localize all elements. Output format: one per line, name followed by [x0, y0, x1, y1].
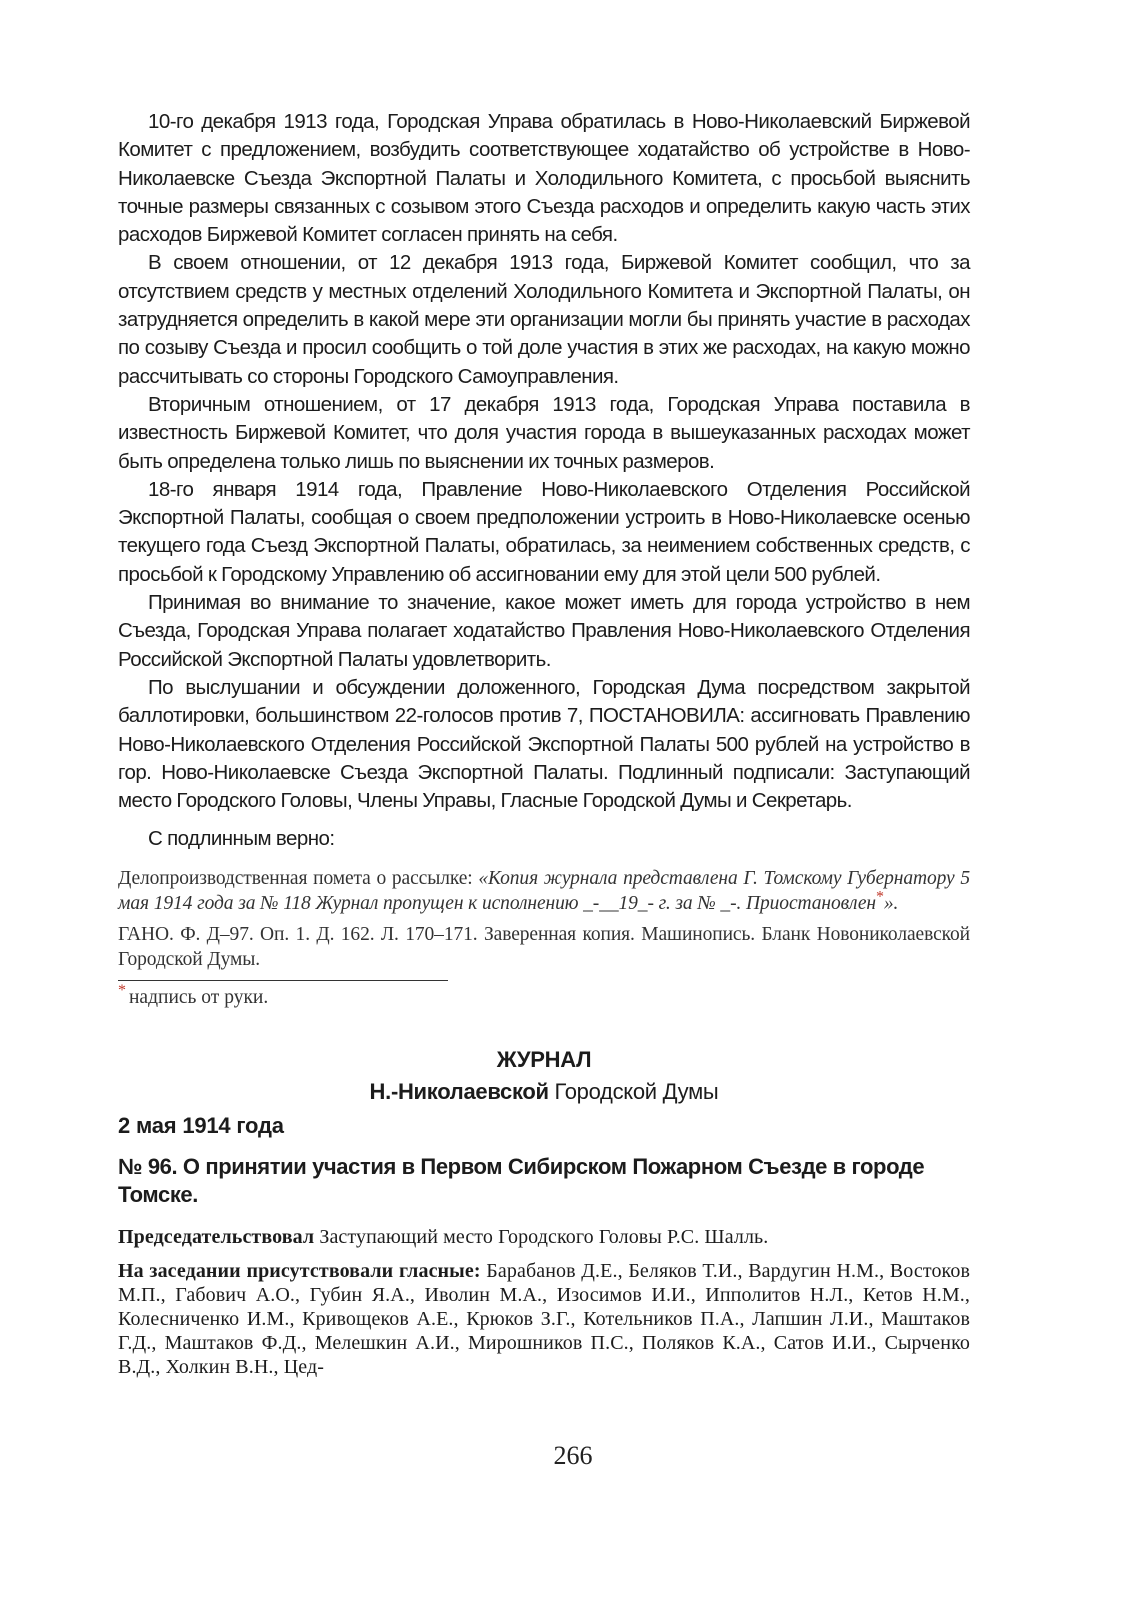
footnote: [118, 982, 970, 1009]
paragraph-4: 18-го января 1914 года, Правление Ново-Николаевского Отделения Российской Экспортной Палаты, сообщая о своем предположении устроить в Ново-Николаевске осенью текущего года Съезд Экспортной Палаты, обратилась, за неимением собственных средств, с просьбой к Городскому Управлению об ассигновании ему для этой цели 500 рублей.: [118, 477, 970, 586]
paragraph-5: Принимая во внимание то значение, какое может иметь для города устройство в нем Съезда, Городская Управа полагает ходатайство Правления Ново-Николаевского Отделения Российской Экспортной Палаты удовлетворить.: [118, 591, 970, 671]
attendees-list: Барабанов Д.Е., Беляков Т.И., Вардугин Н.М., Востоков М.П., Габович А.О., Губин Я.А., Иволин М.А., Изосимов И.И., Ипполитов Н.Л., Кетов Н.М., Колесниченко И.М., Кривощеков А.Е., Крюков З.Г., Котельников П.А., Лапшин Л.И., Маштаков Г.Д., Маштаков Ф.Д., Мелешкин А.И., Мирошников П.С., Поляков К.А., Сатов И.И., Сырченко В.Д., Холкин В.Н., Цед-: [118, 1259, 970, 1378]
footnote-divider: [118, 980, 448, 981]
item-title: № 96. О принятии участия в Первом Сибирском Пожарном Съезде в городе Томске.: [118, 1153, 925, 1207]
distribution-note-prefix: Делопроизводственная помета о рассылке:: [118, 867, 479, 889]
distribution-note: [118, 866, 970, 916]
page-number: 266: [553, 1441, 593, 1470]
certified-line: С подлинным верно:: [148, 827, 335, 851]
footnote-text: надпись от руки.: [129, 986, 269, 1008]
paragraph-6: По выслушании и обсуждении доложенного, Городская Дума посредством закрытой баллотировки, большинством 22-голосов против 7, ПОСТАНОВИЛА: ассигновать Правлению Ново-Николаевского Отделения Российской Экспортной Палаты 500 рублей на устройство в гор. Ново-Николаевске Съезда Экспортной Палаты. Подлинный подписали: Заступающий место Городского Головы, Члены Управы, Гласные Городской Думы и Секретарь.: [118, 675, 970, 813]
distribution-note-end: ».: [883, 892, 899, 914]
journal-subheading-city: Н.-Николаевской: [369, 1078, 549, 1104]
paragraph-3: Вторичным отношением, от 17 декабря 1913 года, Городская Управа поставила в известность Биржевой Комитет, что доля участия города в вышеуказанных расходах может быть определена только лишь по выяснении их точных размеров.: [118, 392, 970, 473]
distribution-note-italic: «Копия журнала представлена Г. Томскому Губернатору 5 мая 1914 года за № 118 Журнал пропущен к исполнению _-__19_- г. за № _-. Приостановлен: [118, 867, 970, 914]
paragraph-2: В своем отношении, от 12 декабря 1913 года, Биржевой Комитет сообщил, что за отсутствием средств у местных отделений Холодильного Комитета и Экспортной Палаты, он затрудняется определить в какой мере эти организации могли бы принять участие в расходах по созыву Съезда и просил сообщить о той доле участия в этих же расходах, на какую можно рассчитывать со стороны Городского Самоуправления.: [118, 251, 970, 388]
page-content: [118, 108, 970, 1379]
journal-subheading-rest: Городской Думы: [548, 1078, 719, 1104]
asterisk-mark: *: [875, 888, 884, 906]
journal-heading: ЖУРНАЛ: [496, 1046, 592, 1072]
journal-subheading: [118, 1079, 970, 1105]
attendees-label: На заседании присутствовали гласные:: [118, 1259, 481, 1282]
chair-label: Председательствовал: [118, 1225, 315, 1248]
footnote-asterisk: *: [118, 982, 126, 1000]
chair-line: [118, 1225, 970, 1249]
attendees: [118, 1259, 970, 1379]
archive-reference: ГАНО. Ф. Д–97. Оп. 1. Д. 162. Л. 170–171. Заверенная копия. Машинопись. Бланк Новониколаевской Городской Думы.: [118, 923, 970, 970]
session-date: 2 мая 1914 года: [118, 1112, 284, 1138]
chair-text: Заступающий место Городского Головы Р.С. Шалль.: [314, 1225, 769, 1248]
paragraph-1: 10-го декабря 1913 года, Городская Управа обратилась в Ново-Николаевский Биржевой Комитет с предложением, возбудить соответствующее ходатайство об устройстве в Ново-Николаевске Съезда Экспортной Палаты и Холодильного Комитета, с просьбой выяснить точные размеры связанных с созывом этого Съезда расходов и определить какую часть этих расходов Биржевой Комитет согласен принять на себя.: [118, 110, 970, 247]
